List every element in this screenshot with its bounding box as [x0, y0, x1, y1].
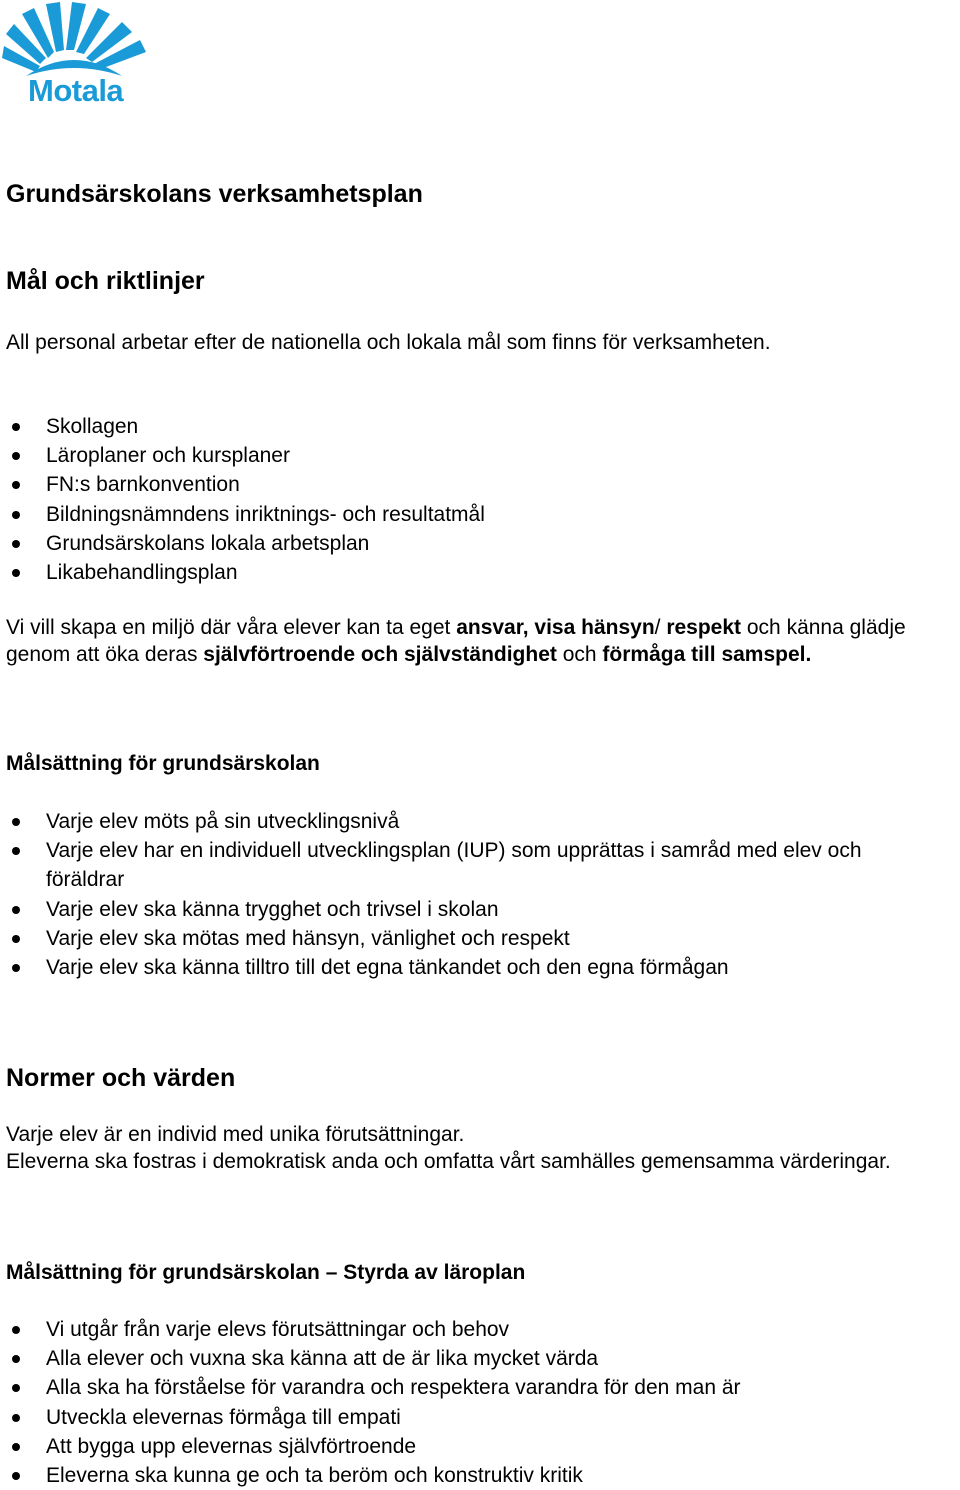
page-title: Grundsärskolans verksamhetsplan: [6, 180, 423, 208]
list-item: Skollagen: [6, 412, 936, 441]
guidelines-list: [6, 412, 936, 587]
vision-paragraph: [6, 614, 956, 668]
text-run: och känna glädje genom att öka deras: [6, 616, 906, 666]
text-run: /: [654, 616, 667, 639]
list-item: Varje elev ska mötas med hänsyn, vänlighet och respekt: [6, 924, 936, 953]
list-item: Varje elev ska känna trygghet och trivsel i skolan: [6, 895, 936, 924]
list-item: Eleverna ska kunna ge och ta beröm och konstruktiv kritik: [6, 1461, 936, 1490]
list-item: FN:s barnkonvention: [6, 470, 936, 499]
list-item: Alla ska ha förståelse för varandra och respektera varandra för den man är: [6, 1373, 936, 1402]
bold-run: respekt: [666, 616, 742, 639]
list-item: Utveckla elevernas förmåga till empati: [6, 1403, 936, 1432]
list-item: Likabehandlingsplan: [6, 558, 936, 587]
list-item: Bildningsnämndens inriktnings- och resultatmål: [6, 500, 936, 529]
bold-run: ansvar, visa hänsyn: [456, 616, 655, 639]
list-item: Varje elev möts på sin utvecklingsnivå: [6, 807, 936, 836]
section-heading-normer-och-varden: Normer och värden: [6, 1064, 236, 1092]
section-heading-malsattning-laroplan: Målsättning för grundsärskolan – Styrda av läroplan: [6, 1261, 526, 1284]
list-item: Grundsärskolans lokala arbetsplan: [6, 529, 936, 558]
list-item: Varje elev ska känna tilltro till det egna tänkandet och den egna förmågan: [6, 953, 936, 982]
bold-run: förmåga till samspel.: [602, 643, 812, 666]
curriculum-goals-list: [6, 1315, 936, 1490]
bold-run: självförtroende och självständighet: [203, 643, 557, 666]
list-item: Läroplaner och kursplaner: [6, 441, 936, 470]
text-run: Vi vill skapa en miljö där våra elever kan ta eget: [6, 616, 457, 639]
norms-line-2: Eleverna ska fostras i demokratisk anda och omfatta vårt samhälles gemensamma värderingar.: [6, 1150, 891, 1173]
intro-text: All personal arbetar efter de nationella och lokala mål som finns för verksamheten.: [6, 331, 771, 354]
logo-text: Motala: [28, 73, 124, 108]
norms-line-1: Varje elev är en individ med unika förutsättningar.: [6, 1123, 465, 1146]
text-run: och: [556, 643, 603, 666]
goals-list: [6, 807, 936, 982]
section-heading-malsattning: Målsättning för grundsärskolan: [6, 752, 320, 775]
list-item: Att bygga upp elevernas självförtroende: [6, 1432, 936, 1461]
list-item: Varje elev har en individuell utvecklingsplan (IUP) som upprättas i samråd med elev och föräldrar: [6, 836, 936, 894]
section-heading-mal-och-riktlinjer: Mål och riktlinjer: [6, 267, 205, 295]
list-item: Vi utgår från varje elevs förutsättningar och behov: [6, 1315, 936, 1344]
list-item: Alla elever och vuxna ska känna att de är lika mycket värda: [6, 1344, 936, 1373]
motala-logo: [0, 0, 150, 112]
